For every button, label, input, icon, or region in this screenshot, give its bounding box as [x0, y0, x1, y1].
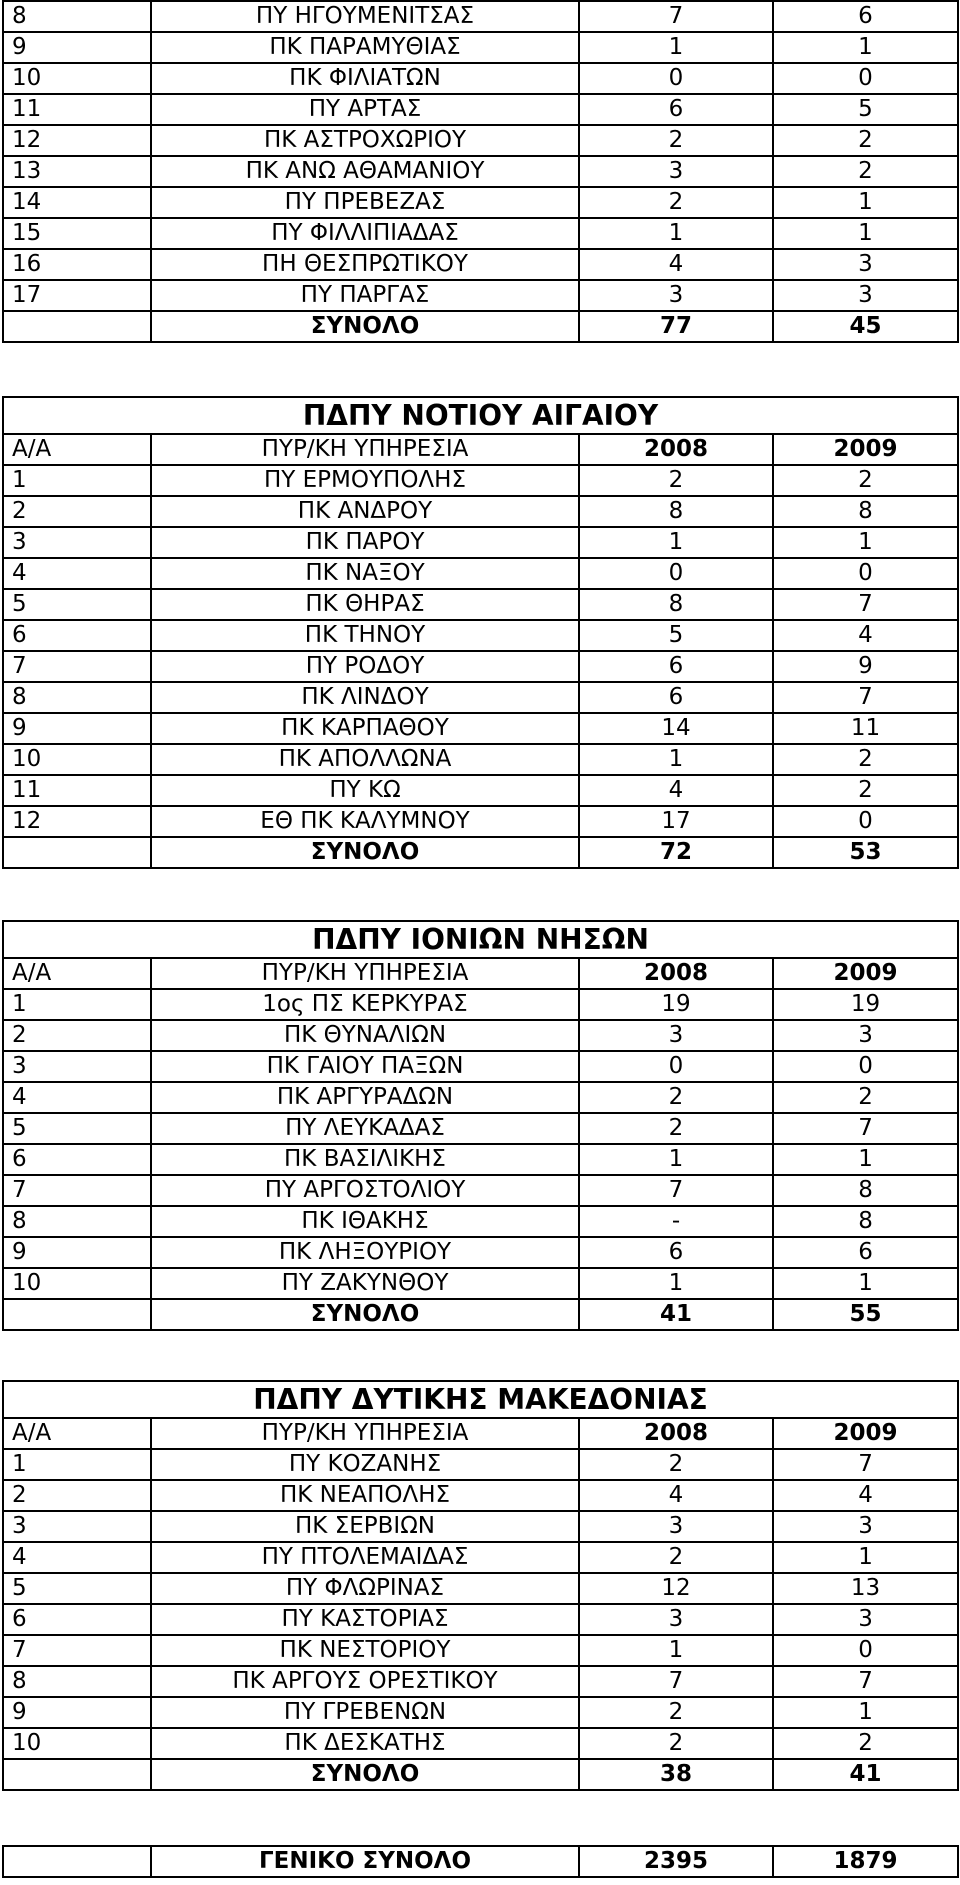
table-row	[3, 1480, 958, 1511]
value-2009: 6	[773, 1, 958, 32]
total-row	[3, 1759, 958, 1790]
table-row	[3, 1728, 958, 1759]
total-label: ΣΥΝΟΛΟ	[151, 1299, 579, 1330]
service-name: ΠΥ ΦΙΛΛΙΠΙΑΔΑΣ	[151, 218, 579, 249]
value-2009: 3	[773, 249, 958, 280]
service-name: ΠΗ ΘΕΣΠΡΩΤΙΚΟΥ	[151, 249, 579, 280]
table-row	[3, 156, 958, 187]
value-2008: 6	[579, 682, 773, 713]
table-row	[3, 1573, 958, 1604]
value-2009: 2	[773, 1728, 958, 1759]
value-2008: 2	[579, 187, 773, 218]
row-index: 5	[3, 589, 151, 620]
row-index: 15	[3, 218, 151, 249]
service-name: ΠΚ ΘΗΡΑΣ	[151, 589, 579, 620]
service-name: ΠΚ ΣΕΡΒΙΩΝ	[151, 1511, 579, 1542]
service-name: ΠΚ ΠΑΡΟΥ	[151, 527, 579, 558]
row-index: 1	[3, 989, 151, 1020]
total-2009: 55	[773, 1299, 958, 1330]
table-row	[3, 620, 958, 651]
table-row	[3, 94, 958, 125]
value-2008: 1	[579, 32, 773, 63]
value-2009: 3	[773, 280, 958, 311]
table-row	[3, 1542, 958, 1573]
table-row	[3, 465, 958, 496]
value-2009: 3	[773, 1020, 958, 1051]
section-title: ΠΔΠΥ ΔΥΤΙΚΗΣ ΜΑΚΕΔΟΝΙΑΣ	[3, 1381, 958, 1418]
service-name: ΠΚ ΑΝΔΡΟΥ	[151, 496, 579, 527]
value-2008: 14	[579, 713, 773, 744]
row-index: 8	[3, 1206, 151, 1237]
col-header-year-2008: 2008	[579, 434, 773, 465]
service-name: ΠΥ ΠΤΟΛΕΜΑΙΔΑΣ	[151, 1542, 579, 1573]
row-index: 7	[3, 1635, 151, 1666]
col-header-year-2008: 2008	[579, 1418, 773, 1449]
row-index: 8	[3, 1666, 151, 1697]
service-name: ΠΥ ΑΡΤΑΣ	[151, 94, 579, 125]
section-table-0	[2, 0, 959, 343]
table-row	[3, 1175, 958, 1206]
row-index: 1	[3, 465, 151, 496]
value-2009: 1	[773, 1144, 958, 1175]
value-2008: 2	[579, 1728, 773, 1759]
total-2009: 45	[773, 311, 958, 342]
col-header-service: ΠΥΡ/ΚΗ ΥΠΗΡΕΣΙΑ	[151, 1418, 579, 1449]
grand-total-blank-cell	[3, 1846, 151, 1877]
service-name: ΠΚ ΓΑΙΟΥ ΠΑΞΩΝ	[151, 1051, 579, 1082]
section-title-row	[3, 1381, 958, 1418]
row-index: 9	[3, 32, 151, 63]
table-row	[3, 1268, 958, 1299]
row-index: 7	[3, 651, 151, 682]
value-2008: 0	[579, 63, 773, 94]
service-name: ΠΚ ΝΑΞΟΥ	[151, 558, 579, 589]
value-2008: 1	[579, 1144, 773, 1175]
row-index: 12	[3, 806, 151, 837]
service-name: ΠΥ ΖΑΚΥΝΘΟΥ	[151, 1268, 579, 1299]
table-row	[3, 1511, 958, 1542]
table-row	[3, 1206, 958, 1237]
value-2008: 2	[579, 125, 773, 156]
row-index: 10	[3, 63, 151, 94]
section-title-row	[3, 921, 958, 958]
row-index: 6	[3, 620, 151, 651]
row-index: 2	[3, 1480, 151, 1511]
row-index: 10	[3, 744, 151, 775]
grand-total-2008: 2395	[579, 1846, 773, 1877]
value-2009: 0	[773, 558, 958, 589]
value-2009: 7	[773, 1113, 958, 1144]
table-row	[3, 496, 958, 527]
row-index: 9	[3, 1237, 151, 1268]
service-name: ΠΥ ΛΕΥΚΑΔΑΣ	[151, 1113, 579, 1144]
value-2008: 3	[579, 1511, 773, 1542]
total-row	[3, 311, 958, 342]
row-index: 7	[3, 1175, 151, 1206]
total-blank-cell	[3, 837, 151, 868]
value-2008: 2	[579, 1449, 773, 1480]
value-2009: 1	[773, 32, 958, 63]
row-index: 3	[3, 1051, 151, 1082]
col-header-index: Α/Α	[3, 958, 151, 989]
value-2008: 6	[579, 651, 773, 682]
header-row	[3, 1418, 958, 1449]
table-row	[3, 806, 958, 837]
value-2008: 1	[579, 218, 773, 249]
service-name: ΕΘ ΠΚ ΚΑΛΥΜΝΟΥ	[151, 806, 579, 837]
value-2009: 7	[773, 589, 958, 620]
value-2009: 0	[773, 1635, 958, 1666]
value-2008: 1	[579, 527, 773, 558]
table-row	[3, 1666, 958, 1697]
col-header-service: ΠΥΡ/ΚΗ ΥΠΗΡΕΣΙΑ	[151, 958, 579, 989]
table-row	[3, 1082, 958, 1113]
table-row	[3, 1449, 958, 1480]
value-2009: 3	[773, 1511, 958, 1542]
value-2008: 3	[579, 280, 773, 311]
value-2008: 1	[579, 1635, 773, 1666]
table-row	[3, 1635, 958, 1666]
service-name: ΠΚ ΑΡΓΟΥΣ ΟΡΕΣΤΙΚΟΥ	[151, 1666, 579, 1697]
total-2008: 41	[579, 1299, 773, 1330]
grand-total-row	[3, 1846, 958, 1877]
service-name: ΠΚ ΘΥΝΑΛΙΩΝ	[151, 1020, 579, 1051]
table-row	[3, 1051, 958, 1082]
row-index: 17	[3, 280, 151, 311]
service-name: ΠΥ ΡΟΔΟΥ	[151, 651, 579, 682]
table-row	[3, 187, 958, 218]
service-name: ΠΚ ΝΕΣΤΟΡΙΟΥ	[151, 1635, 579, 1666]
value-2008: 1	[579, 1268, 773, 1299]
table-row	[3, 713, 958, 744]
total-2009: 41	[773, 1759, 958, 1790]
value-2009: 2	[773, 775, 958, 806]
row-index: 5	[3, 1113, 151, 1144]
service-name: ΠΚ ΑΠΟΛΛΩΝΑ	[151, 744, 579, 775]
value-2009: 1	[773, 218, 958, 249]
service-name: ΠΥ ΚΟΖΑΝΗΣ	[151, 1449, 579, 1480]
value-2008: 4	[579, 249, 773, 280]
col-header-year-2009: 2009	[773, 958, 958, 989]
table-row	[3, 32, 958, 63]
value-2009: 8	[773, 496, 958, 527]
value-2008: 8	[579, 589, 773, 620]
row-index: 16	[3, 249, 151, 280]
total-blank-cell	[3, 1299, 151, 1330]
value-2009: 2	[773, 1082, 958, 1113]
total-blank-cell	[3, 311, 151, 342]
value-2009: 4	[773, 620, 958, 651]
table-row	[3, 1020, 958, 1051]
table-row	[3, 651, 958, 682]
value-2009: 7	[773, 1449, 958, 1480]
table-row	[3, 989, 958, 1020]
service-name: ΠΥ ΑΡΓΟΣΤΟΛΙΟΥ	[151, 1175, 579, 1206]
value-2008: -	[579, 1206, 773, 1237]
value-2008: 7	[579, 1, 773, 32]
table-row	[3, 125, 958, 156]
value-2009: 5	[773, 94, 958, 125]
value-2008: 7	[579, 1666, 773, 1697]
value-2009: 7	[773, 682, 958, 713]
row-index: 11	[3, 94, 151, 125]
table-row	[3, 589, 958, 620]
value-2008: 17	[579, 806, 773, 837]
table-row	[3, 682, 958, 713]
value-2009: 2	[773, 125, 958, 156]
value-2008: 7	[579, 1175, 773, 1206]
service-name: ΠΚ ΔΕΣΚΑΤΗΣ	[151, 1728, 579, 1759]
grand-total-label: ΓΕΝΙΚΟ ΣΥΝΟΛΟ	[151, 1846, 579, 1877]
row-index: 8	[3, 682, 151, 713]
service-name: ΠΥ ΦΛΩΡΙΝΑΣ	[151, 1573, 579, 1604]
service-name: ΠΚ ΑΡΓΥΡΑΔΩΝ	[151, 1082, 579, 1113]
section-table-2	[2, 920, 959, 1331]
section-table-3	[2, 1380, 959, 1791]
value-2008: 6	[579, 94, 773, 125]
row-index: 4	[3, 1542, 151, 1573]
table-row	[3, 63, 958, 94]
row-index: 3	[3, 527, 151, 558]
value-2009: 1	[773, 527, 958, 558]
value-2009: 2	[773, 156, 958, 187]
service-name: ΠΥ ΗΓΟΥΜΕΝΙΤΣΑΣ	[151, 1, 579, 32]
row-index: 11	[3, 775, 151, 806]
service-name: ΠΥ ΓΡΕΒΕΝΩΝ	[151, 1697, 579, 1728]
value-2008: 8	[579, 496, 773, 527]
service-name: ΠΚ ΒΑΣΙΛΙΚΗΣ	[151, 1144, 579, 1175]
row-index: 13	[3, 156, 151, 187]
value-2008: 0	[579, 1051, 773, 1082]
total-2008: 77	[579, 311, 773, 342]
table-row	[3, 775, 958, 806]
service-name: ΠΚ ΑΝΩ ΑΘΑΜΑΝΙΟΥ	[151, 156, 579, 187]
table-row	[3, 1144, 958, 1175]
table-row	[3, 1113, 958, 1144]
row-index: 2	[3, 496, 151, 527]
table-row	[3, 744, 958, 775]
value-2009: 0	[773, 1051, 958, 1082]
value-2009: 0	[773, 63, 958, 94]
section-title: ΠΔΠΥ ΙΟΝΙΩΝ ΝΗΣΩΝ	[3, 921, 958, 958]
row-index: 2	[3, 1020, 151, 1051]
row-index: 10	[3, 1728, 151, 1759]
service-name: ΠΚ ΚΑΡΠΑΘΟΥ	[151, 713, 579, 744]
service-name: ΠΥ ΠΡΕΒΕΖΑΣ	[151, 187, 579, 218]
service-name: ΠΚ ΛΗΞΟΥΡΙΟΥ	[151, 1237, 579, 1268]
row-index: 14	[3, 187, 151, 218]
value-2008: 2	[579, 1697, 773, 1728]
service-name: ΠΚ ΤΗΝΟΥ	[151, 620, 579, 651]
col-header-service: ΠΥΡ/ΚΗ ΥΠΗΡΕΣΙΑ	[151, 434, 579, 465]
service-name: ΠΚ ΝΕΑΠΟΛΗΣ	[151, 1480, 579, 1511]
row-index: 6	[3, 1604, 151, 1635]
value-2008: 3	[579, 1020, 773, 1051]
row-index: 3	[3, 1511, 151, 1542]
service-name: ΠΥ ΠΑΡΓΑΣ	[151, 280, 579, 311]
service-name: ΠΚ ΦΙΛΙΑΤΩΝ	[151, 63, 579, 94]
service-name: ΠΚ ΠΑΡΑΜΥΘΙΑΣ	[151, 32, 579, 63]
value-2009: 2	[773, 744, 958, 775]
service-name: ΠΚ ΙΘΑΚΗΣ	[151, 1206, 579, 1237]
row-index: 9	[3, 713, 151, 744]
row-index: 9	[3, 1697, 151, 1728]
total-label: ΣΥΝΟΛΟ	[151, 837, 579, 868]
total-2008: 38	[579, 1759, 773, 1790]
table-row	[3, 218, 958, 249]
total-2008: 72	[579, 837, 773, 868]
value-2009: 8	[773, 1206, 958, 1237]
value-2009: 8	[773, 1175, 958, 1206]
header-row	[3, 958, 958, 989]
value-2009: 19	[773, 989, 958, 1020]
value-2009: 6	[773, 1237, 958, 1268]
service-name: ΠΥ ΕΡΜΟΥΠΟΛΗΣ	[151, 465, 579, 496]
row-index: 10	[3, 1268, 151, 1299]
total-label: ΣΥΝΟΛΟ	[151, 1759, 579, 1790]
header-row	[3, 434, 958, 465]
service-name: ΠΚ ΑΣΤΡΟΧΩΡΙΟΥ	[151, 125, 579, 156]
value-2009: 11	[773, 713, 958, 744]
service-name: 1ος ΠΣ ΚΕΡΚΥΡΑΣ	[151, 989, 579, 1020]
col-header-year-2009: 2009	[773, 1418, 958, 1449]
value-2008: 1	[579, 744, 773, 775]
col-header-index: Α/Α	[3, 1418, 151, 1449]
section-title: ΠΔΠΥ ΝΟΤΙΟΥ ΑΙΓΑΙΟΥ	[3, 397, 958, 434]
value-2009: 7	[773, 1666, 958, 1697]
grand-total-2009: 1879	[773, 1846, 958, 1877]
total-label: ΣΥΝΟΛΟ	[151, 311, 579, 342]
table-row	[3, 1237, 958, 1268]
value-2009: 1	[773, 1268, 958, 1299]
row-index: 1	[3, 1449, 151, 1480]
row-index: 6	[3, 1144, 151, 1175]
col-header-year-2008: 2008	[579, 958, 773, 989]
value-2009: 9	[773, 651, 958, 682]
value-2008: 2	[579, 1542, 773, 1573]
value-2009: 2	[773, 465, 958, 496]
total-row	[3, 837, 958, 868]
value-2008: 4	[579, 775, 773, 806]
service-name: ΠΚ ΛΙΝΔΟΥ	[151, 682, 579, 713]
value-2008: 5	[579, 620, 773, 651]
row-index: 8	[3, 1, 151, 32]
value-2008: 2	[579, 1082, 773, 1113]
table-row	[3, 249, 958, 280]
section-title-row	[3, 397, 958, 434]
value-2008: 3	[579, 156, 773, 187]
value-2008: 0	[579, 558, 773, 589]
grand-total-table	[2, 1845, 959, 1878]
value-2008: 4	[579, 1480, 773, 1511]
value-2008: 12	[579, 1573, 773, 1604]
row-index: 4	[3, 1082, 151, 1113]
row-index: 12	[3, 125, 151, 156]
table-row	[3, 1697, 958, 1728]
service-name: ΠΥ ΚΩ	[151, 775, 579, 806]
value-2009: 1	[773, 187, 958, 218]
value-2009: 1	[773, 1697, 958, 1728]
value-2009: 3	[773, 1604, 958, 1635]
table-row	[3, 1, 958, 32]
service-name: ΠΥ ΚΑΣΤΟΡΙΑΣ	[151, 1604, 579, 1635]
value-2009: 0	[773, 806, 958, 837]
value-2008: 2	[579, 465, 773, 496]
table-row	[3, 527, 958, 558]
value-2008: 3	[579, 1604, 773, 1635]
value-2008: 2	[579, 1113, 773, 1144]
table-row	[3, 558, 958, 589]
table-row	[3, 280, 958, 311]
value-2008: 6	[579, 1237, 773, 1268]
value-2008: 19	[579, 989, 773, 1020]
total-2009: 53	[773, 837, 958, 868]
table-row	[3, 1604, 958, 1635]
row-index: 5	[3, 1573, 151, 1604]
value-2009: 13	[773, 1573, 958, 1604]
value-2009: 4	[773, 1480, 958, 1511]
total-row	[3, 1299, 958, 1330]
section-table-1	[2, 396, 959, 869]
col-header-index: Α/Α	[3, 434, 151, 465]
row-index: 4	[3, 558, 151, 589]
total-blank-cell	[3, 1759, 151, 1790]
col-header-year-2009: 2009	[773, 434, 958, 465]
value-2009: 1	[773, 1542, 958, 1573]
